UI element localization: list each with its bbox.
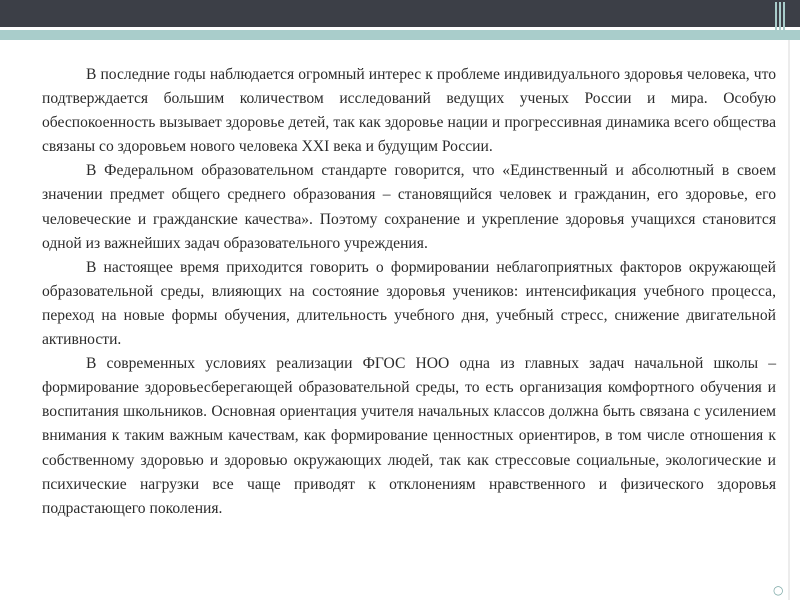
body-text <box>42 63 776 521</box>
right-edge-rule <box>788 40 790 600</box>
paragraph-4: В современных условиях реализации ФГОС НОО одна из главных задач начальной школы – формирование здоровьесберегающей образовательной среды, то есть организация комфортного обучения и воспитания школьников. Основная ориентация учителя начальных классов должна быть связана с усилением внимания к таким важным качествам, как формирование ценностных ориентиров, в том числе отношения к собственному здоровью и здоровью окружающих людей, так как стрессовые социальные, экологические и психические нагрузки все чаще приводят к отклонениям нравственного и физического здоровья подрастающего поколения. <box>42 355 776 517</box>
paragraph-1: В последние годы наблюдается огромный интерес к проблеме индивидуального здоровья человека, что подтверждается большим количеством исследований ведущих ученых России и мира. Особую обеспокоенность вызывает здоровье детей, так как здоровье нации и прогрессивная динамика всего общества связаны со здоровьем нового человека XXI века и будущим России. <box>42 66 776 156</box>
paragraph-3: В настоящее время приходится говорить о формировании неблагоприятных факторов окружающей образовательной среды, влияющих на состояние здоровья учеников: интенсификация учебного процесса, переход на новые формы обучения, длительность учебного дня, учебный стресс, снижение двигательной активности. <box>42 258 776 349</box>
end-marker-icon: ○ <box>773 583 784 597</box>
corner-bracket-icon <box>775 2 785 36</box>
paragraph-2: В Федеральном образовательном стандарте говорится, что «Единственный и абсолютный в своем значении предмет общего среднего образования – становящийся человек и гражданин, его здоровье, его человеческие и гражданские качества». Поэтому сохранение и укрепление здоровья учащихся становится одной из важнейших задач образовательного учреждения. <box>42 162 776 252</box>
top-bar <box>0 0 800 27</box>
accent-stripe <box>0 30 800 40</box>
